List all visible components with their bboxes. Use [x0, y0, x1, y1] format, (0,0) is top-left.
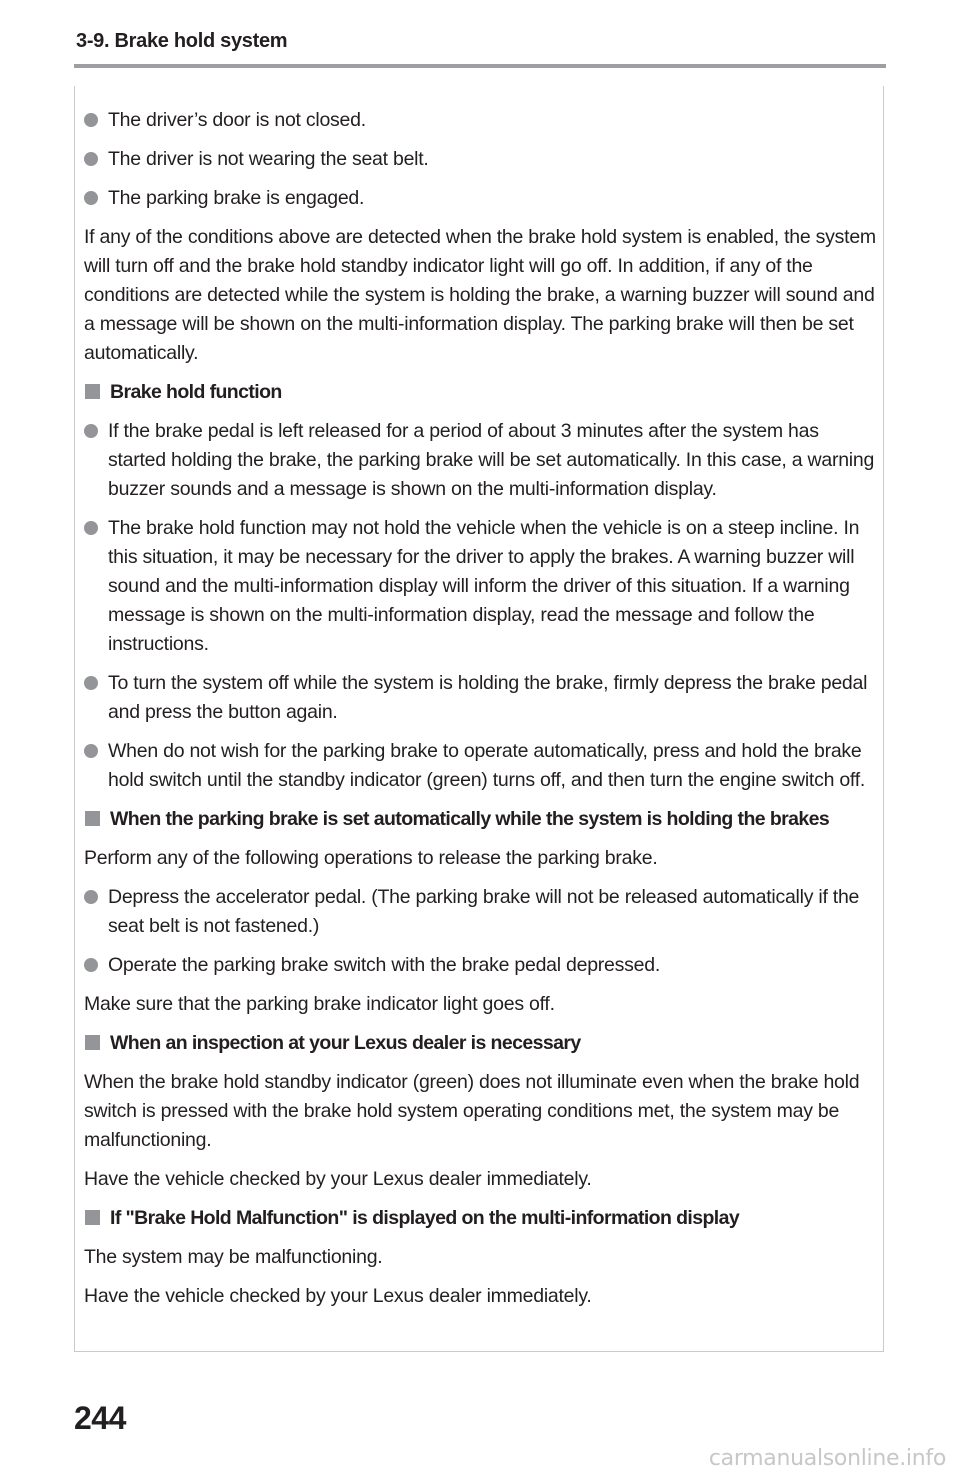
bullet-text: If the brake pedal is left released for a period of about 3 minutes after the system has started holding the brake, the parking brake will be set automatically. In this case, a warning buzzer sounds and a message is shown on the multi-information display. [108, 420, 875, 500]
bullet-dot-icon [84, 744, 98, 758]
square-bullet-icon [85, 1210, 100, 1225]
paragraph: When the brake hold standby indicator (green) does not illuminate even when the brake hold switch is pressed with the brake hold system operating conditions met, the system may be malfunctioning. [84, 1071, 860, 1151]
bullet-item [84, 106, 876, 135]
bullet-text: The driver is not wearing the seat belt. [108, 148, 429, 170]
bullet-item [84, 951, 876, 980]
bullet-text: Operate the parking brake switch with the brake pedal depressed. [108, 954, 660, 976]
bullet-dot-icon [84, 424, 98, 438]
manual-content [84, 106, 876, 1321]
heading-text: Brake hold function [110, 381, 282, 403]
square-bullet-icon [85, 384, 100, 399]
bullet-item [84, 417, 876, 504]
bullet-text: The parking brake is engaged. [108, 187, 365, 209]
watermark-link[interactable]: carmanualsonline.info [708, 1446, 946, 1471]
bullet-item [84, 514, 876, 659]
bullet-item [84, 184, 876, 213]
bullet-dot-icon [84, 191, 98, 205]
bullet-item [84, 145, 876, 174]
paragraph: The system may be malfunctioning. [84, 1246, 383, 1268]
square-bullet-icon [85, 811, 100, 826]
heading-brake-hold-function [84, 378, 876, 407]
heading-parking-brake-auto [84, 805, 876, 834]
bullet-item [84, 669, 876, 727]
bullet-text: To turn the system off while the system is holding the brake, firmly depress the brake pedal and press the button again. [108, 672, 868, 723]
bullet-dot-icon [84, 890, 98, 904]
intro-paragraph: If any of the conditions above are detected when the brake hold system is enabled, the system will turn off and the brake hold standby indicator light will go off. In addition, if any of the conditions are detected while the system is holding the brake, a warning buzzer will sound and a message will be shown on the multi-information display. The parking brake will then be set automatically. [84, 226, 876, 364]
paragraph: Have the vehicle checked by your Lexus dealer immediately. [84, 1168, 592, 1190]
section-title: 3-9. Brake hold system [76, 30, 288, 52]
header-rule [74, 64, 886, 68]
bullet-dot-icon [84, 958, 98, 972]
heading-malfunction [84, 1204, 876, 1233]
bullet-dot-icon [84, 152, 98, 166]
paragraph: Make sure that the parking brake indicator light goes off. [84, 993, 555, 1015]
heading-inspection [84, 1029, 876, 1058]
bullet-text: When do not wish for the parking brake to operate automatically, press and hold the brake hold switch until the standby indicator (green) turns off, and then turn the engine switch off. [108, 740, 866, 791]
page-number: 244 [74, 1400, 126, 1436]
heading-text: If "Brake Hold Malfunction" is displayed on the multi-information display [110, 1207, 740, 1229]
bullet-text: The brake hold function may not hold the vehicle when the vehicle is on a steep incline. In this situation, it may be necessary for the driver to apply the brakes. A warning buzzer will sound and the multi-information display will inform the driver of this situation. If a warning message is shown on the multi-information display, read the message and follow the instructions. [108, 517, 860, 655]
paragraph: Perform any of the following operations to release the parking brake. [84, 847, 658, 869]
bullet-text: Depress the accelerator pedal. (The parking brake will not be released automatically if the seat belt is not fastened.) [108, 886, 860, 937]
bullet-text: The driver’s door is not closed. [108, 109, 366, 131]
heading-text: When an inspection at your Lexus dealer is necessary [110, 1032, 581, 1054]
bullet-dot-icon [84, 113, 98, 127]
bullet-dot-icon [84, 521, 98, 535]
paragraph: Have the vehicle checked by your Lexus dealer immediately. [84, 1285, 592, 1307]
heading-text: When the parking brake is set automatically while the system is holding the brakes [110, 808, 830, 830]
bullet-item [84, 737, 876, 795]
bullet-item [84, 883, 876, 941]
square-bullet-icon [85, 1035, 100, 1050]
bullet-dot-icon [84, 676, 98, 690]
